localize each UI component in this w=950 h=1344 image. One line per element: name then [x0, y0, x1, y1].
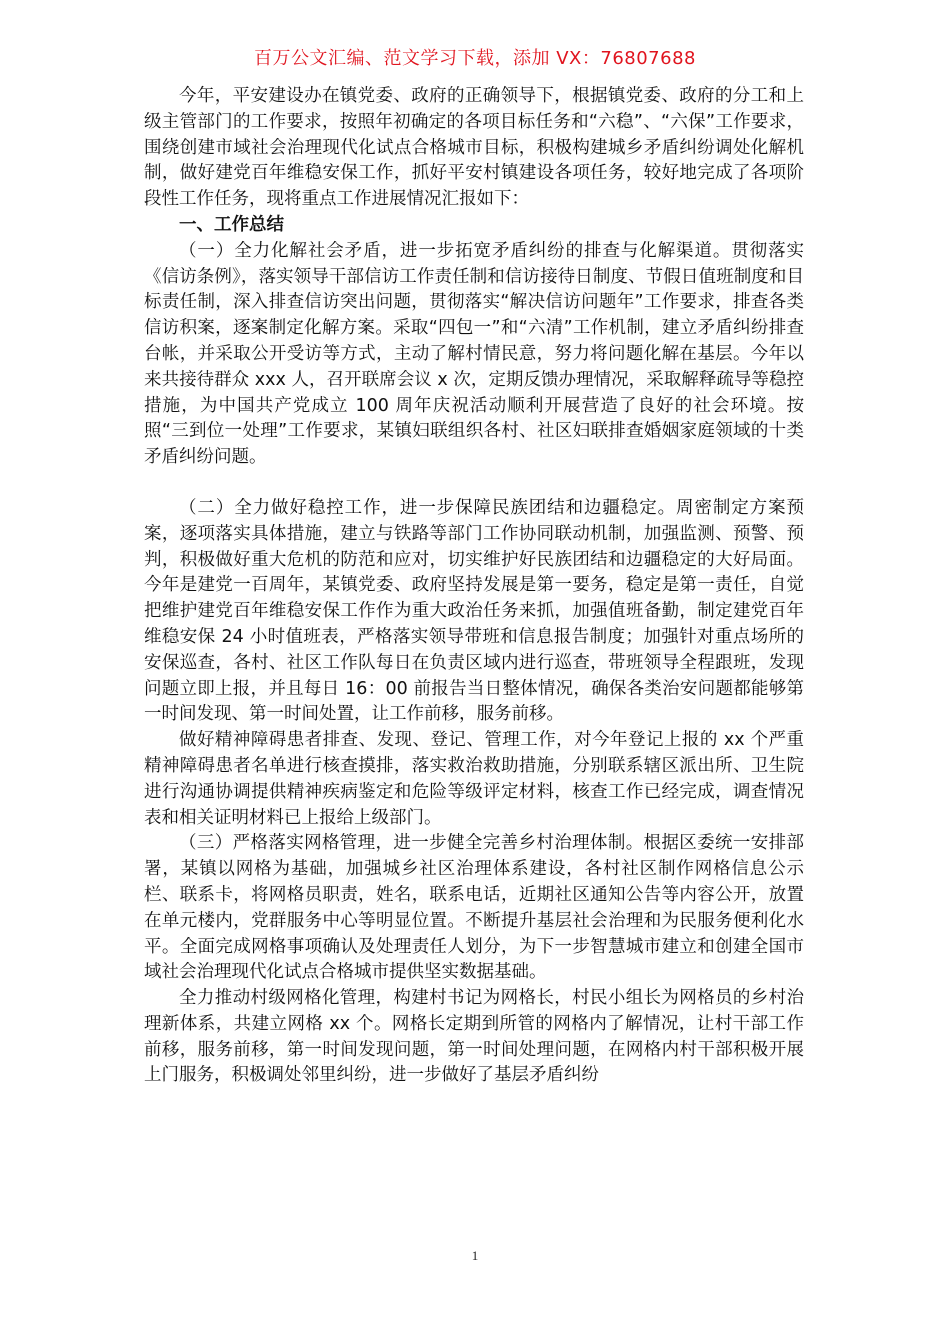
paragraph-item-1: （一）全力化解社会矛盾，进一步拓宽矛盾纠纷的排查与化解渠道。贯彻落实《信访条例》，落实领导干部信访工作责任制和信访接待日制度、节假日值班制度和目标责任制，深入排查信访突出问题，贯彻落实“解决信访问题年”工作要求，排查各类信访积案，逐案制定化解方案。采取“四包一”和“六清”工作机制，建立矛盾纠纷排查台帐，并采取公开受访等方式，主动了解村情民意，努力将问题化解在基层。今年以来共接待群众 xxx 人，召开联席会议 x 次，定期反馈办理情况，采取解释疏导等稳控措施，为中国共产党成立 100 周年庆祝活动顺利开展营造了良好的社会环境。按照“三到位一处理”工作要求，某镇妇联组织各村、社区妇联排查婚姻家庭领域的十类矛盾纠纷问题。: [144, 240, 804, 468]
section-heading: 一、工作总结: [179, 214, 284, 235]
header-banner: 百万公文汇编、范文学习下载，添加 VX：76807688: [254, 48, 696, 69]
document-body: [144, 84, 804, 1089]
paragraph-mental-health: 做好精神障碍患者排查、发现、登记、管理工作，对今年登记上报的 xx 个严重精神障碍患者名单进行核查摸排，落实救治救助措施，分别联系辖区派出所、卫生院进行沟通协调提供精神疾病鉴定和危险等级评定材料，核查工作已经完成，调查情况表和相关证明材料已上报给上级部门。: [144, 730, 804, 828]
intro-paragraph: 今年，平安建设办在镇党委、政府的正确领导下，根据镇党委、政府的分工和上级主管部门的工作要求，按照年初确定的各项目标任务和“六稳”、“六保”工作要求，围绕创建市域社会治理现代化试点合格城市目标，积极构建城乡矛盾纠纷调处化解机制，做好建党百年维稳安保工作，抓好平安村镇建设各项任务，较好地完成了各项阶段性工作任务，现将重点工作进展情况汇报如下：: [144, 86, 804, 210]
page-number: 1: [471, 1248, 479, 1263]
paragraph-item-2: （二）全力做好稳控工作，进一步保障民族团结和边疆稳定。周密制定方案预案，逐项落实具体措施，建立与铁路等部门工作协同联动机制，加强监测、预警、预判，积极做好重大危机的防范和应对，切实维护好民族团结和边疆稳定的大好局面。今年是建党一百周年，某镇党委、政府坚持发展是第一要务，稳定是第一责任，自觉把维护建党百年维稳安保工作作为重大政治任务来抓，加强值班备勤，制定建党百年维稳安保 24 小时值班表，严格落实领导带班和信息报告制度；加强针对重点场所的安保巡查，各村、社区工作队每日在负责区域内进行巡查，带班领导全程跟班，发现问题立即上报，并且每日 16：00 前报告当日整体情况，确保各类治安问题都能够第一时间发现、第一时间处置，让工作前移，服务前移。: [144, 497, 804, 725]
paragraph-grid-management: 全力推动村级网格化管理，构建村书记为网格长，村民小组长为网格员的乡村治理新体系，共建立网格 xx 个。网格长定期到所管的网格内了解情况，让村干部工作前移，服务前移，第一时间发现问题，第一时间处理问题，在网格内村干部积极开展上门服务，积极调处邻里纠纷，进一步做好了基层矛盾纠纷: [144, 988, 804, 1086]
paragraph-item-3: （三）严格落实网格管理，进一步健全完善乡村治理体制。根据区委统一安排部署，某镇以网格为基础，加强城乡社区治理体系建设，各村社区制作网格信息公示栏、联系卡，将网格员职责，姓名，联系电话，近期社区通知公告等内容公开，放置在单元楼内，党群服务中心等明显位置。不断提升基层社会治理和为民服务便利化水平。全面完成网格事项确认及处理责任人划分，为下一步智慧城市建立和创建全国市域社会治理现代化试点合格城市提供坚实数据基础。: [144, 833, 804, 983]
